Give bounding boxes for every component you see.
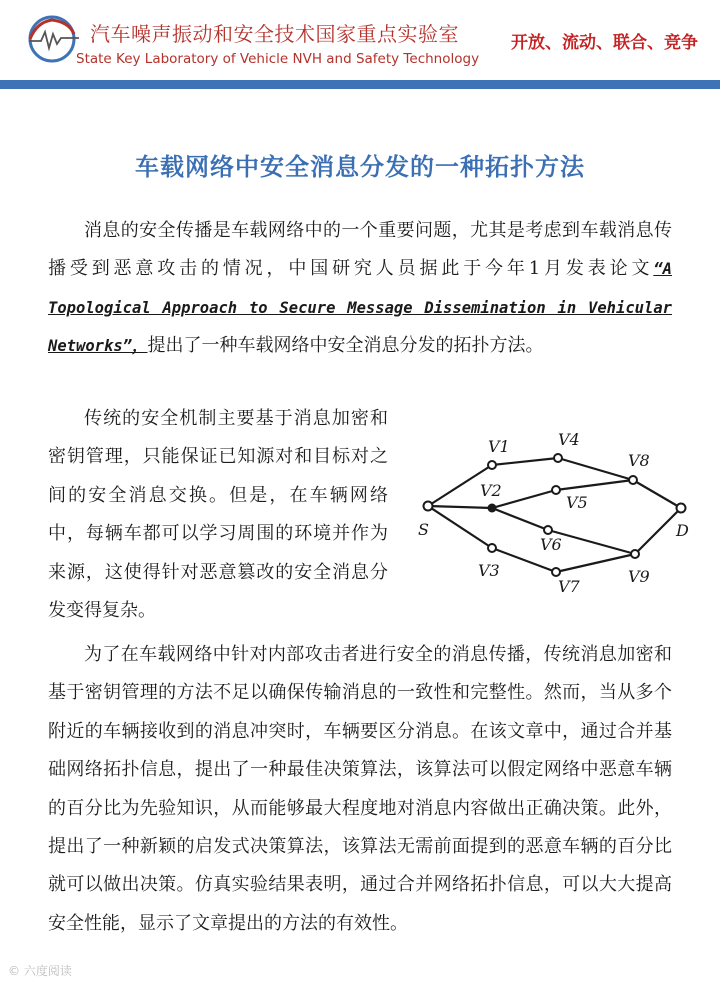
lab-motto: 开放、流动、联合、竞争 [511, 33, 698, 53]
label-v2: V2 [480, 481, 502, 500]
label-v9: V9 [628, 567, 650, 586]
lab-name-en: State Key Laboratory of Vehicle NVH and Safety Technology [76, 51, 480, 67]
intro-text-end: 提出了一种车载网络中安全消息分发的拓扑方法。 [147, 335, 544, 357]
paragraph-intro [48, 212, 672, 366]
node-v1 [488, 461, 496, 469]
label-v3: V3 [478, 561, 500, 580]
label-v1: V1 [488, 437, 510, 456]
label-d: D [676, 521, 689, 540]
topology-figure [408, 420, 708, 610]
node-v5 [552, 486, 560, 494]
node-s [424, 502, 433, 511]
node-v4 [554, 454, 562, 462]
paper-title-link[interactable]: “A Topological Approach to Secure Message Dissemination in Vehicular Networks”， [48, 260, 672, 356]
header-divider [0, 80, 720, 89]
label-v7: V7 [558, 577, 580, 596]
label-v8: V8 [628, 451, 650, 470]
paragraph-method: 为了在车载网络中针对内部攻击者进行安全的消息传播，传统消息加密和基于密钥管理的方法不足以确保传输消息的一致性和完整性。然而，当从多个附近的车辆接收到的消息冲突时，车辆要区分消息。在该文章中，通过合并基础网络拓扑信息，提出了一种最佳决策算法，该算法可以假定网络中恶意车辆的百分比为先验知识，从而能够最大程度地对消息内容做出正确决策。此外，提出了一种新颖的启发式决策算法，该算法无需前面提到的恶意车辆的百分比就可以做出决策。仿真实验结果表明，通过合并网络拓扑信息，可以大大提高安全性能，显示了文章提出的方法的有效性。 [48, 644, 672, 934]
watermark: © 六度阅读 [8, 964, 72, 978]
lab-name-cn: 汽车噪声振动和安全技术国家重点实验室 [90, 22, 459, 46]
paragraph-background: 传统的安全机制主要基于消息加密和密钥管理，只能保证已知源对和目标对之间的安全消息交换。但是，在车辆网络中，每辆车都可以学习周围的环境并作为来源，这使得针对恶意篡改的安全消息分发变得复杂。 [48, 408, 388, 622]
node-v3 [488, 544, 496, 552]
node-v9 [631, 550, 639, 558]
node-v2 [488, 504, 497, 513]
node-v7 [552, 568, 560, 576]
label-s: S [418, 520, 429, 539]
header [0, 0, 720, 80]
node-d [677, 504, 686, 513]
label-v5: V5 [566, 493, 588, 512]
intro-text: 消息的安全传播是车载网络中的一个重要问题，尤其是考虑到车载消息传播受到恶意攻击的情况，中国研究人员据此于今年1月发表论文 [48, 220, 672, 280]
node-v6 [544, 526, 552, 534]
label-v4: V4 [558, 430, 580, 449]
article-title: 车载网络中安全消息分发的一种拓扑方法 [135, 152, 585, 181]
label-v6: V6 [540, 535, 562, 554]
lab-logo-icon [27, 14, 81, 64]
node-v8 [629, 476, 637, 484]
